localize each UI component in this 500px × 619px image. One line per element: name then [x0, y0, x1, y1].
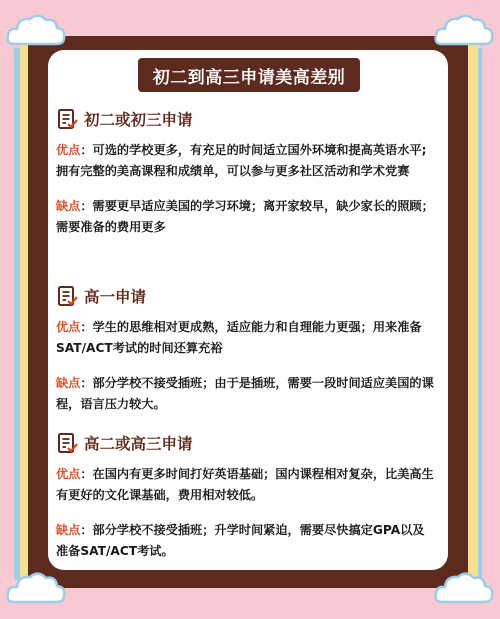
pros-paragraph: [56, 464, 436, 506]
cons-text: ：部分学校不接受插班；升学时间紧迫，需要尽快搞定GPA以及准备SAT/ACT考试。: [56, 523, 425, 558]
checklist-icon: [56, 285, 78, 307]
checklist-icon: [56, 432, 78, 454]
section-grade11-12: [56, 432, 436, 562]
cons-label: 缺点: [56, 376, 81, 390]
pros-label: 优点: [56, 320, 81, 334]
section-header: [56, 108, 436, 130]
cloud-icon: [432, 10, 496, 50]
cons-text: ：需要更早适应美国的学习环境；离开家较早，缺少家长的照顾；需要准备的费用更多: [56, 199, 434, 234]
section-heading: 高二或高三申请: [84, 435, 193, 453]
pros-label: 优点: [56, 467, 81, 481]
cloud-icon: [4, 568, 68, 608]
section-grade8-9: [56, 108, 436, 238]
cons-label: 缺点: [56, 523, 81, 537]
cons-text: ：部分学校不接受插班；由于是插班，需要一段时间适应美国的课程，语言压力较大。: [56, 376, 434, 411]
pros-label: 优点: [56, 143, 81, 157]
pros-text: ：在国内有更多时间打好英语基础；国内课程相对复杂，比美高生有更好的文化课基础，费用相对较低。: [56, 467, 434, 502]
cloud-icon: [432, 568, 496, 608]
cons-paragraph: [56, 196, 436, 238]
pros-text: ：可选的学校更多，有充足的时间适立国外环境和提高英语水平;拥有完整的美高课程和成绩单，可以参与更多社区活动和学术党赛: [56, 143, 427, 178]
section-grade10: [56, 285, 436, 415]
page-title: 初二到高三申请美高差别: [138, 58, 360, 92]
cloud-icon: [4, 10, 68, 50]
section-heading: 高一申请: [84, 288, 147, 306]
cons-paragraph: [56, 373, 436, 415]
section-header: [56, 285, 436, 307]
cons-label: 缺点: [56, 199, 81, 213]
checklist-icon: [56, 108, 78, 130]
pros-paragraph: [56, 317, 436, 359]
pros-paragraph: [56, 140, 436, 182]
pros-text: ：学生的思维相对更成熟，适应能力和自理能力更强；用来准备SAT/ACT考试的时间还算充裕: [56, 320, 422, 355]
section-heading: 初二或初三申请: [84, 111, 193, 129]
section-header: [56, 432, 436, 454]
cons-paragraph: [56, 520, 436, 562]
